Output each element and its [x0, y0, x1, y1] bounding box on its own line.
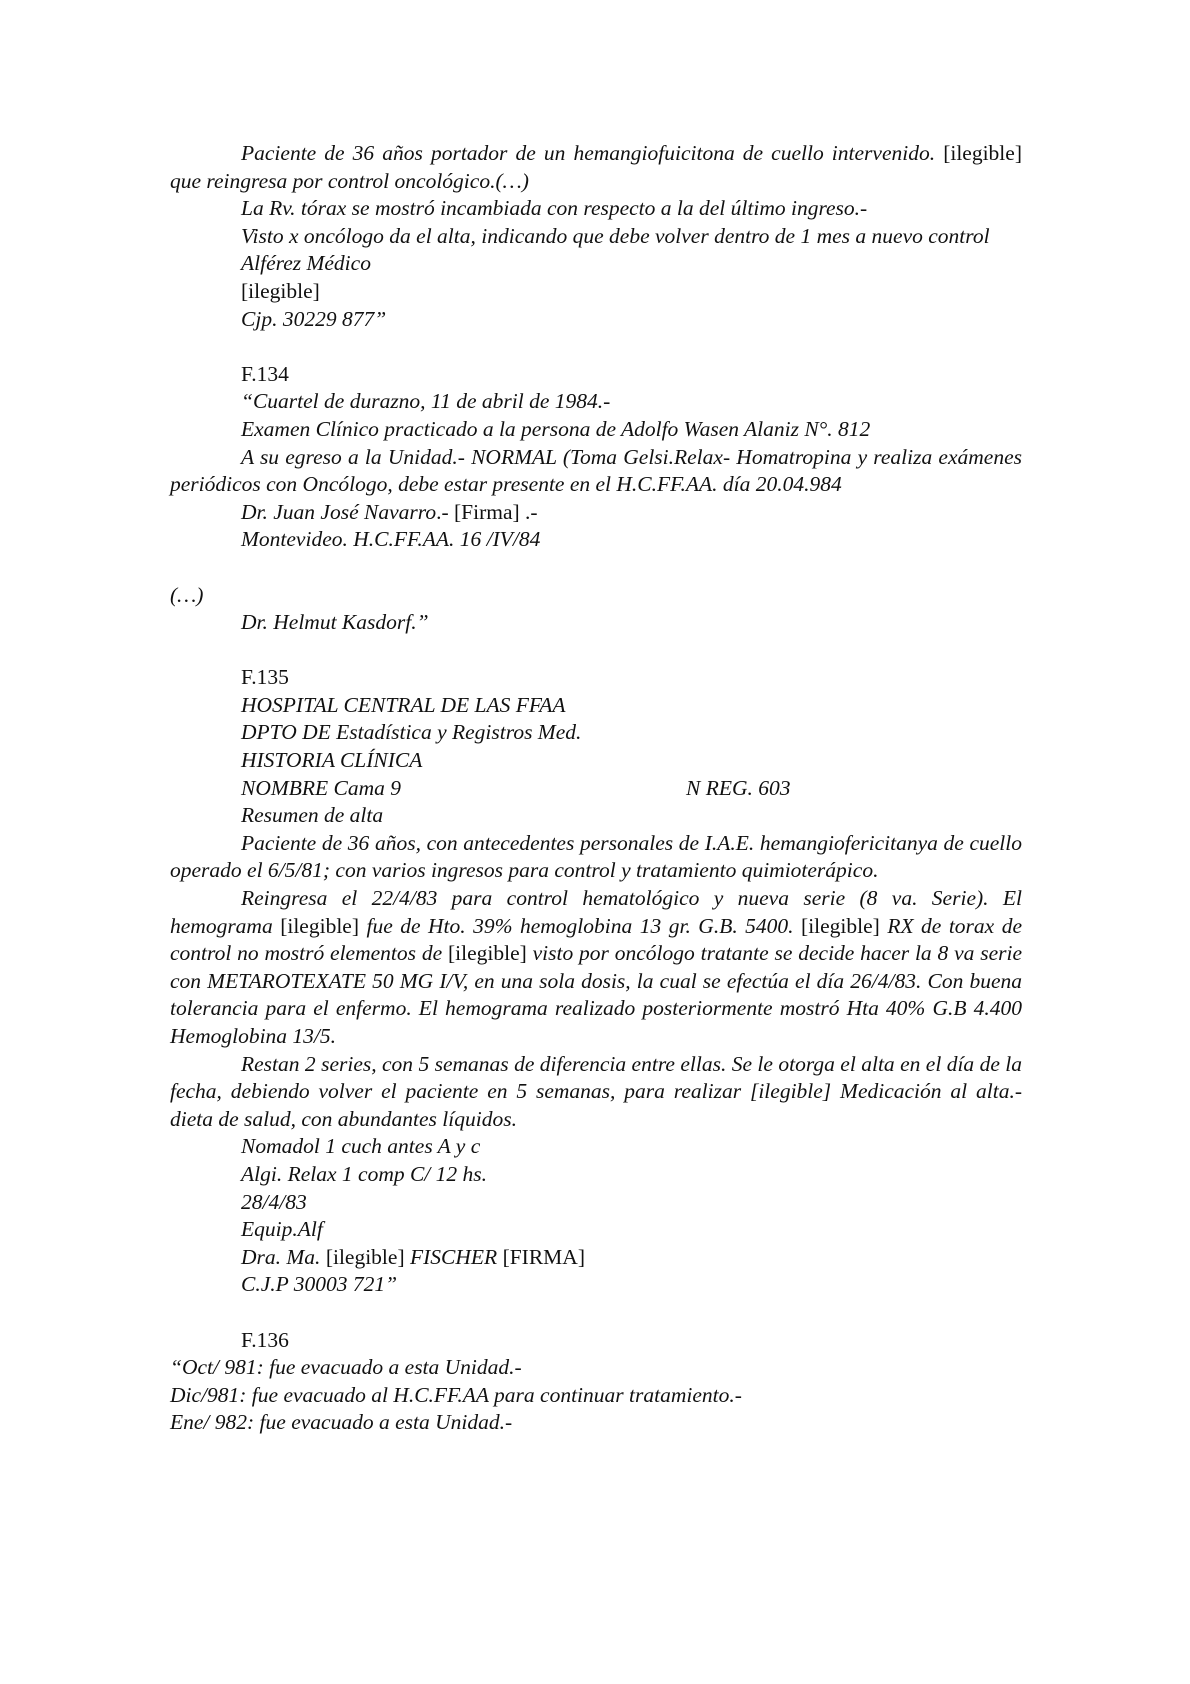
ellipsis: (…): [170, 582, 204, 607]
doctor-fischer-line: Dra. Ma. [ilegible] FISCHER [FIRMA]: [241, 1244, 585, 1269]
paragraph-xray: La Rv. tórax se mostró incambiada con respecto a la del último ingreso.-: [241, 196, 868, 221]
paragraph-egreso: A su egreso a la Unidad.- NORMAL (Toma Gelsi.Relax- Homatropina y realiza exámenes periódicos con Oncólogo, debe estar presente en el H.C.FF.AA. día 20.04.984: [170, 444, 1022, 497]
folio-135: F.135: [241, 665, 289, 690]
document-page: [170, 140, 1022, 1437]
header-nombre-row: NOMBRE Cama 9 N REG. 603: [170, 775, 1022, 803]
header-historia: HISTORIA CLÍNICA: [241, 748, 423, 773]
line-doctor-navarro: Dr. Juan José Navarro.- [Firma] .-: [241, 499, 538, 524]
paragraph-oncologist: Visto x oncólogo da el alta, indicando que debe volver dentro de 1 mes a nuevo control: [241, 223, 990, 248]
paragraph-patient-intro: Paciente de 36 años portador de un hemangiofuicitona de cuello intervenido. [ilegible] que reingresa por control oncológico.(…): [170, 141, 1022, 193]
header-hospital: HOSPITAL CENTRAL DE LAS FFAA: [241, 692, 566, 717]
line-cuartel: “Cuartel de durazno, 11 de abril de 1984.-: [241, 389, 611, 414]
paragraph-reingresa: Reingresa el 22/4/83 para control hematológico y nueva serie (8 va. Serie). El hemograma [ilegible] fue de Hto. 39% hemoglobina 13 gr. G.B. 5400. [ilegible] RX de torax de control no mostró elementos de [ilegible] visto por oncólogo tratante se decide hacer la 8 va serie con METAROTEXATE 50 MG I/V, en una sola dosis, la cual se efectúa el día 26/4/83. Con buena tolerancia para el enfermo. El hemograma realizado posteriormente mostró Hta 40% G.B 4.400 Hemoglobina 13/5.: [170, 886, 1023, 1048]
date-line: 28/4/83: [241, 1189, 307, 1214]
header-resumen: Resumen de alta: [241, 803, 384, 828]
line-examen: Examen Clínico practicado a la persona de Adolfo Wasen Alaniz N°. 812: [241, 416, 871, 441]
line-ene: Ene/ 982: fue evacuado a esta Unidad.-: [170, 1410, 513, 1435]
registro-number: N REG. 603: [686, 775, 791, 800]
medication-1: Nomadol 1 cuch antes A y c: [241, 1134, 481, 1159]
illegible-mark: [ilegible]: [943, 141, 1022, 165]
paragraph-antecedentes: Paciente de 36 años, con antecedentes personales de I.A.E. hemangiofericitanya de cuello operado el 6/5/81; con varios ingresos para control y tratamiento quimioterápico.: [170, 830, 1022, 883]
line-montevideo: Montevideo. H.C.FF.AA. 16 /IV/84: [241, 527, 541, 552]
line-oct: “Oct/ 981: fue evacuado a esta Unidad.-: [170, 1355, 522, 1380]
paragraph-restan: Restan 2 series, con 5 semanas de diferencia entre ellas. Se le otorga el alta en el día de la fecha, debiendo volver el paciente en 5 semanas, para realizar [ilegible] Medicación al alta.- dieta de salud, con abundantes líquidos.: [170, 1051, 1022, 1131]
header-department: DPTO DE Estadística y Registros Med.: [241, 720, 582, 745]
signature-illegible: [ilegible]: [241, 278, 320, 303]
folio-136: F.136: [241, 1327, 289, 1352]
cjp-line: C.J.P 30003 721”: [241, 1272, 398, 1297]
signature-cjp: Cjp. 30229 877”: [241, 306, 387, 331]
line-dic: Dic/981: fue evacuado al H.C.FF.AA para continuar tratamiento.-: [170, 1382, 742, 1407]
medication-2: Algi. Relax 1 comp C/ 12 hs.: [241, 1161, 488, 1186]
signature-title: Alférez Médico: [241, 251, 371, 276]
folio-134: F.134: [241, 361, 289, 386]
line-doctor-kasdorf: Dr. Helmut Kasdorf.”: [241, 610, 429, 635]
equip-line: Equip.Alf: [241, 1217, 323, 1242]
